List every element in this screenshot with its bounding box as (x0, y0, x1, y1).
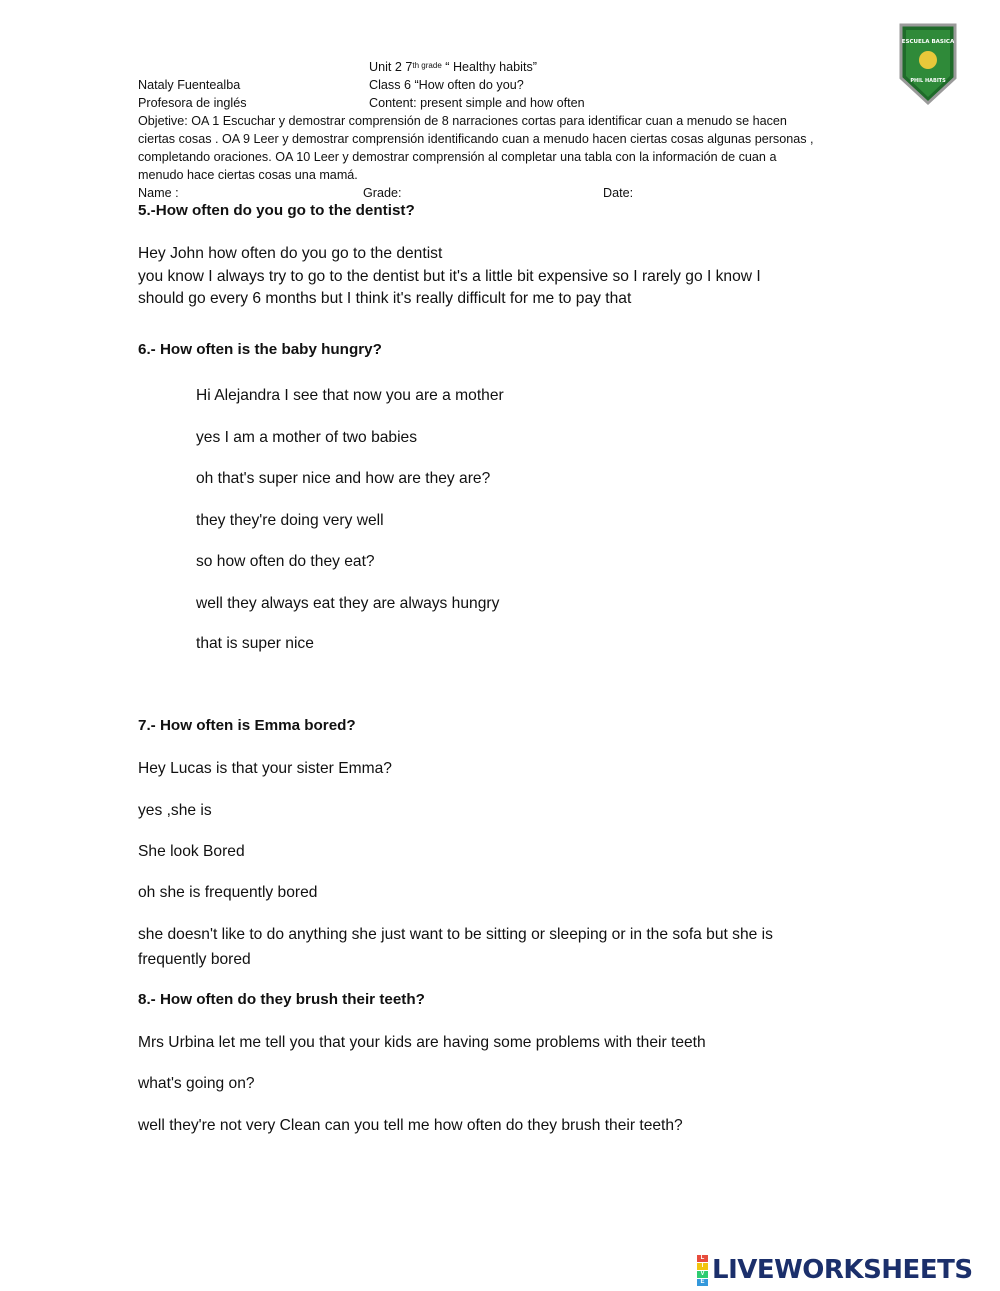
dialogue-line: oh she is frequently bored (138, 884, 318, 901)
dialogue-line: yes ,she is (138, 802, 212, 819)
unit-title: “ Healthy habits” (441, 60, 537, 74)
unit-line (369, 58, 537, 76)
dialogue-line: frequently bored (138, 951, 251, 968)
logo-text-top: ESCUELA BASICA (901, 39, 955, 45)
grade-label: Grade: (363, 186, 402, 200)
dialogue-line: She look Bored (138, 843, 245, 860)
dialogue-line: you know I always try to go to the dentist but it's a little bit expensive so I rarely go I know I (138, 268, 761, 285)
teacher-name: Nataly Fuentealba (138, 78, 241, 92)
dialogue-line: Hey Lucas is that your sister Emma? (138, 760, 392, 777)
live-color-blocks (697, 1255, 708, 1286)
objective-line-2: ciertas cosas . OA 9 Leer y demostrar comprensión identificando cuan a menudo hacen ciertas cosas algunas personas , (138, 132, 814, 146)
brand-block-e: E (697, 1279, 708, 1286)
brand-block-v: V (697, 1271, 708, 1278)
dialogue-line: oh that's super nice and how are they are? (196, 470, 491, 487)
dialogue-line: Hi Alejandra I see that now you are a mother (196, 387, 504, 404)
date-label: Date: (603, 186, 634, 200)
content-line: Content: present simple and how often (369, 96, 585, 110)
class-line: Class 6 “How often do you? (369, 78, 524, 92)
brand-block-l: L (697, 1255, 708, 1262)
logo-text-bottom: PHIL HABITS (910, 78, 946, 84)
teacher-role: Profesora de inglés (138, 96, 247, 110)
dialogue-line: that is super nice (196, 635, 314, 652)
question-6-title: 6.- How often is the baby hungry? (138, 341, 382, 358)
question-8-title: 8.- How often do they brush their teeth? (138, 991, 425, 1008)
dialogue-line: Hey John how often do you go to the dentist (138, 245, 443, 262)
objective-line-4: menudo hace ciertas cosas una mamá. (138, 168, 358, 182)
brand-block-i: I (697, 1263, 708, 1270)
dialogue-line: well they're not very Clean can you tell me how often do they brush their teeth? (138, 1117, 683, 1134)
grade-superscript: th grade (412, 61, 442, 70)
objective-line-3: completando oraciones. OA 10 Leer y demostrar comprensión al completar una tabla con la información de cuan a (138, 150, 777, 164)
name-label: Name : (138, 186, 179, 200)
question-7-title: 7.- How often is Emma bored? (138, 717, 356, 734)
liveworksheets-logo (697, 1252, 973, 1288)
dialogue-line: they they're doing very well (196, 512, 384, 529)
dialogue-line: well they always eat they are always hungry (196, 595, 500, 612)
unit-label: Unit 2 7 (369, 60, 413, 74)
dialogue-line: what's going on? (138, 1075, 255, 1092)
dialogue-line: yes I am a mother of two babies (196, 429, 418, 446)
school-shield-logo (898, 22, 958, 106)
dialogue-line: she doesn't like to do anything she just want to be sitting or sleeping or in the sofa but she is (138, 926, 773, 943)
question-5-title: 5.-How often do you go to the dentist? (138, 202, 415, 219)
dialogue-line: Mrs Urbina let me tell you that your kids are having some problems with their teeth (138, 1034, 706, 1051)
brand-wordmark: LIVEWORKSHEETS (712, 1255, 973, 1285)
dialogue-line: so how often do they eat? (196, 553, 375, 570)
objective-line-1: Objetive: OA 1 Escuchar y demostrar comprensión de 8 narraciones cortas para identificar cuan a menudo se hacen (138, 114, 787, 128)
dialogue-line: should go every 6 months but I think it's really difficult for me to pay that (138, 290, 632, 307)
